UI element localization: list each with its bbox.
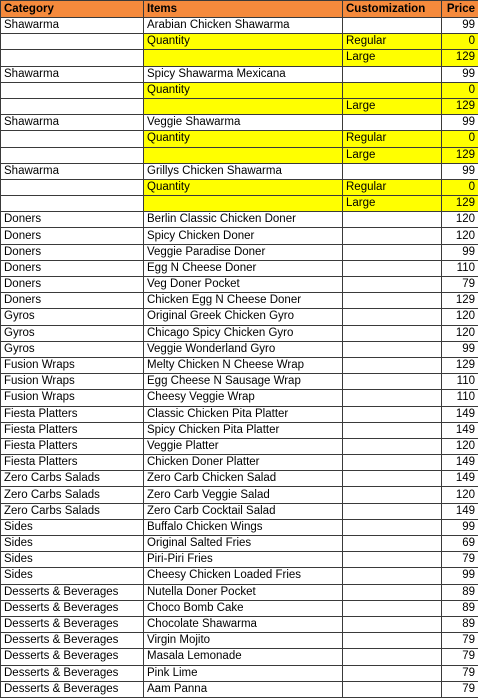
price-cell: 120 [442,487,478,503]
item-cell: Spicy Shawarma Mexicana [144,66,343,82]
category-cell: Desserts & Beverages [1,649,144,665]
category-cell [1,98,144,114]
category-cell: Sides [1,536,144,552]
price-cell: 99 [442,18,478,34]
category-cell [1,82,144,98]
price-cell: 110 [442,390,478,406]
price-cell: 129 [442,98,478,114]
customization-cell [343,568,442,584]
menu-item-row [1,212,478,228]
price-cell: 99 [442,568,478,584]
category-cell: Fusion Wraps [1,390,144,406]
menu-item-row [1,228,478,244]
price-cell: 149 [442,422,478,438]
customization-cell [343,455,442,471]
customization-cell: Large [343,98,442,114]
category-cell [1,50,144,66]
customization-cell [343,163,442,179]
category-cell [1,179,144,195]
menu-body [1,18,478,698]
item-cell: Cheesy Veggie Wrap [144,390,343,406]
price-cell: 120 [442,325,478,341]
category-cell: Fusion Wraps [1,357,144,373]
menu-item-row [1,163,478,179]
header-row [1,1,478,18]
category-cell: Doners [1,277,144,293]
item-cell: Original Greek Chicken Gyro [144,309,343,325]
customization-cell [343,244,442,260]
price-cell: 129 [442,357,478,373]
customization-row [1,131,478,147]
item-cell: Original Salted Fries [144,536,343,552]
menu-item-row [1,438,478,454]
item-cell: Classic Chicken Pita Platter [144,406,343,422]
item-cell: Veggie Wonderland Gyro [144,341,343,357]
price-cell: 99 [442,163,478,179]
header-category: Category [1,1,144,18]
item-cell: Quantity [144,179,343,195]
item-cell: Zero Carb Chicken Salad [144,471,343,487]
customization-row [1,82,478,98]
menu-item-row [1,309,478,325]
price-cell: 99 [442,115,478,131]
price-cell: 110 [442,374,478,390]
menu-item-row [1,600,478,616]
item-cell: Egg N Cheese Doner [144,260,343,276]
customization-cell [343,66,442,82]
customization-row [1,196,478,212]
menu-item-row [1,568,478,584]
category-cell: Gyros [1,325,144,341]
category-cell: Desserts & Beverages [1,633,144,649]
menu-item-row [1,616,478,632]
menu-item-row [1,260,478,276]
category-cell: Sides [1,568,144,584]
category-cell: Doners [1,293,144,309]
customization-cell [343,536,442,552]
item-cell: Piri-Piri Fries [144,552,343,568]
customization-row [1,98,478,114]
menu-item-row [1,325,478,341]
customization-cell [343,18,442,34]
price-cell: 79 [442,552,478,568]
customization-cell [343,357,442,373]
menu-item-row [1,277,478,293]
item-cell [144,50,343,66]
customization-cell [343,293,442,309]
customization-cell [343,82,442,98]
menu-item-row [1,649,478,665]
menu-item-row [1,455,478,471]
menu-item-row [1,519,478,535]
item-cell: Berlin Classic Chicken Doner [144,212,343,228]
category-cell: Fiesta Platters [1,406,144,422]
menu-item-row [1,487,478,503]
price-cell: 79 [442,681,478,697]
menu-item-row [1,341,478,357]
price-cell: 0 [442,179,478,195]
customization-cell [343,374,442,390]
category-cell [1,196,144,212]
category-cell: Doners [1,260,144,276]
customization-cell [343,487,442,503]
customization-cell [343,649,442,665]
item-cell: Cheesy Chicken Loaded Fries [144,568,343,584]
category-cell: Zero Carbs Salads [1,503,144,519]
price-cell: 149 [442,503,478,519]
customization-cell [343,422,442,438]
customization-row [1,179,478,195]
price-cell: 129 [442,293,478,309]
menu-item-row [1,552,478,568]
item-cell: Chocolate Shawarma [144,616,343,632]
price-cell: 120 [442,212,478,228]
item-cell: Veggie Shawarma [144,115,343,131]
price-cell: 99 [442,519,478,535]
customization-cell [343,390,442,406]
customization-cell [343,406,442,422]
price-cell: 0 [442,131,478,147]
price-cell: 129 [442,147,478,163]
category-cell: Fiesta Platters [1,455,144,471]
customization-cell [343,212,442,228]
customization-cell [343,115,442,131]
customization-row [1,50,478,66]
price-cell: 149 [442,471,478,487]
category-cell: Shawarma [1,66,144,82]
item-cell: Spicy Chicken Doner [144,228,343,244]
item-cell: Veggie Platter [144,438,343,454]
category-cell [1,131,144,147]
customization-cell: Large [343,196,442,212]
item-cell: Melty Chicken N Cheese Wrap [144,357,343,373]
customization-cell [343,681,442,697]
item-cell: Nutella Doner Pocket [144,584,343,600]
price-cell: 129 [442,196,478,212]
menu-item-row [1,18,478,34]
category-cell: Shawarma [1,18,144,34]
item-cell [144,196,343,212]
item-cell: Quantity [144,34,343,50]
menu-item-row [1,390,478,406]
item-cell: Arabian Chicken Shawarma [144,18,343,34]
customization-cell [343,584,442,600]
item-cell: Pink Lime [144,665,343,681]
category-cell [1,147,144,163]
customization-cell [343,325,442,341]
category-cell: Sides [1,519,144,535]
category-cell: Gyros [1,309,144,325]
price-cell: 120 [442,438,478,454]
category-cell: Desserts & Beverages [1,681,144,697]
menu-item-row [1,681,478,697]
price-cell: 79 [442,665,478,681]
customization-cell [343,260,442,276]
menu-item-row [1,357,478,373]
customization-cell [343,438,442,454]
price-cell: 149 [442,406,478,422]
header-items: Items [144,1,343,18]
customization-cell: Large [343,147,442,163]
item-cell: Buffalo Chicken Wings [144,519,343,535]
menu-item-row [1,406,478,422]
item-cell: Grillys Chicken Shawarma [144,163,343,179]
customization-row [1,147,478,163]
item-cell: Quantity [144,131,343,147]
price-cell: 99 [442,244,478,260]
price-cell: 89 [442,616,478,632]
price-cell: 89 [442,600,478,616]
menu-item-row [1,665,478,681]
price-cell: 79 [442,649,478,665]
price-cell: 120 [442,228,478,244]
header-customization: Customization [343,1,442,18]
item-cell [144,98,343,114]
customization-cell: Regular [343,179,442,195]
category-cell: Doners [1,228,144,244]
item-cell: Zero Carb Veggie Salad [144,487,343,503]
price-cell: 0 [442,34,478,50]
customization-cell [343,616,442,632]
category-cell: Zero Carbs Salads [1,471,144,487]
price-cell: 149 [442,455,478,471]
menu-item-row [1,471,478,487]
item-cell: Quantity [144,82,343,98]
item-cell: Virgin Mojito [144,633,343,649]
item-cell: Choco Bomb Cake [144,600,343,616]
price-cell: 89 [442,584,478,600]
item-cell: Chicago Spicy Chicken Gyro [144,325,343,341]
category-cell: Doners [1,244,144,260]
category-cell: Sides [1,552,144,568]
customization-cell [343,341,442,357]
menu-item-row [1,374,478,390]
customization-cell [343,309,442,325]
price-cell: 120 [442,309,478,325]
customization-cell: Regular [343,131,442,147]
menu-item-row [1,293,478,309]
customization-cell [343,471,442,487]
category-cell: Fusion Wraps [1,374,144,390]
category-cell: Fiesta Platters [1,438,144,454]
customization-row [1,34,478,50]
menu-item-row [1,584,478,600]
menu-item-row [1,422,478,438]
category-cell: Desserts & Beverages [1,616,144,632]
item-cell: Chicken Egg N Cheese Doner [144,293,343,309]
item-cell [144,147,343,163]
customization-cell [343,633,442,649]
item-cell: Veggie Paradise Doner [144,244,343,260]
item-cell: Aam Panna [144,681,343,697]
header-price: Price [442,1,478,18]
menu-item-row [1,633,478,649]
price-cell: 129 [442,50,478,66]
item-cell: Masala Lemonade [144,649,343,665]
category-cell: Zero Carbs Salads [1,487,144,503]
menu-item-row [1,115,478,131]
customization-cell [343,503,442,519]
category-cell: Fiesta Platters [1,422,144,438]
menu-item-row [1,536,478,552]
category-cell: Shawarma [1,163,144,179]
item-cell: Spicy Chicken Pita Platter [144,422,343,438]
price-cell: 99 [442,66,478,82]
customization-cell [343,519,442,535]
item-cell: Veg Doner Pocket [144,277,343,293]
customization-cell [343,277,442,293]
item-cell: Egg Cheese N Sausage Wrap [144,374,343,390]
price-cell: 79 [442,633,478,649]
category-cell: Desserts & Beverages [1,584,144,600]
price-cell: 99 [442,341,478,357]
category-cell [1,34,144,50]
price-cell: 110 [442,260,478,276]
price-cell: 79 [442,277,478,293]
menu-item-row [1,244,478,260]
customization-cell [343,228,442,244]
menu-item-row [1,66,478,82]
customization-cell [343,665,442,681]
item-cell: Zero Carb Cocktail Salad [144,503,343,519]
customization-cell: Regular [343,34,442,50]
customization-cell: Large [343,50,442,66]
menu-item-row [1,503,478,519]
price-cell: 69 [442,536,478,552]
category-cell: Gyros [1,341,144,357]
category-cell: Shawarma [1,115,144,131]
customization-cell [343,552,442,568]
price-cell: 0 [442,82,478,98]
category-cell: Desserts & Beverages [1,600,144,616]
customization-cell [343,600,442,616]
category-cell: Doners [1,212,144,228]
item-cell: Chicken Doner Platter [144,455,343,471]
category-cell: Desserts & Beverages [1,665,144,681]
